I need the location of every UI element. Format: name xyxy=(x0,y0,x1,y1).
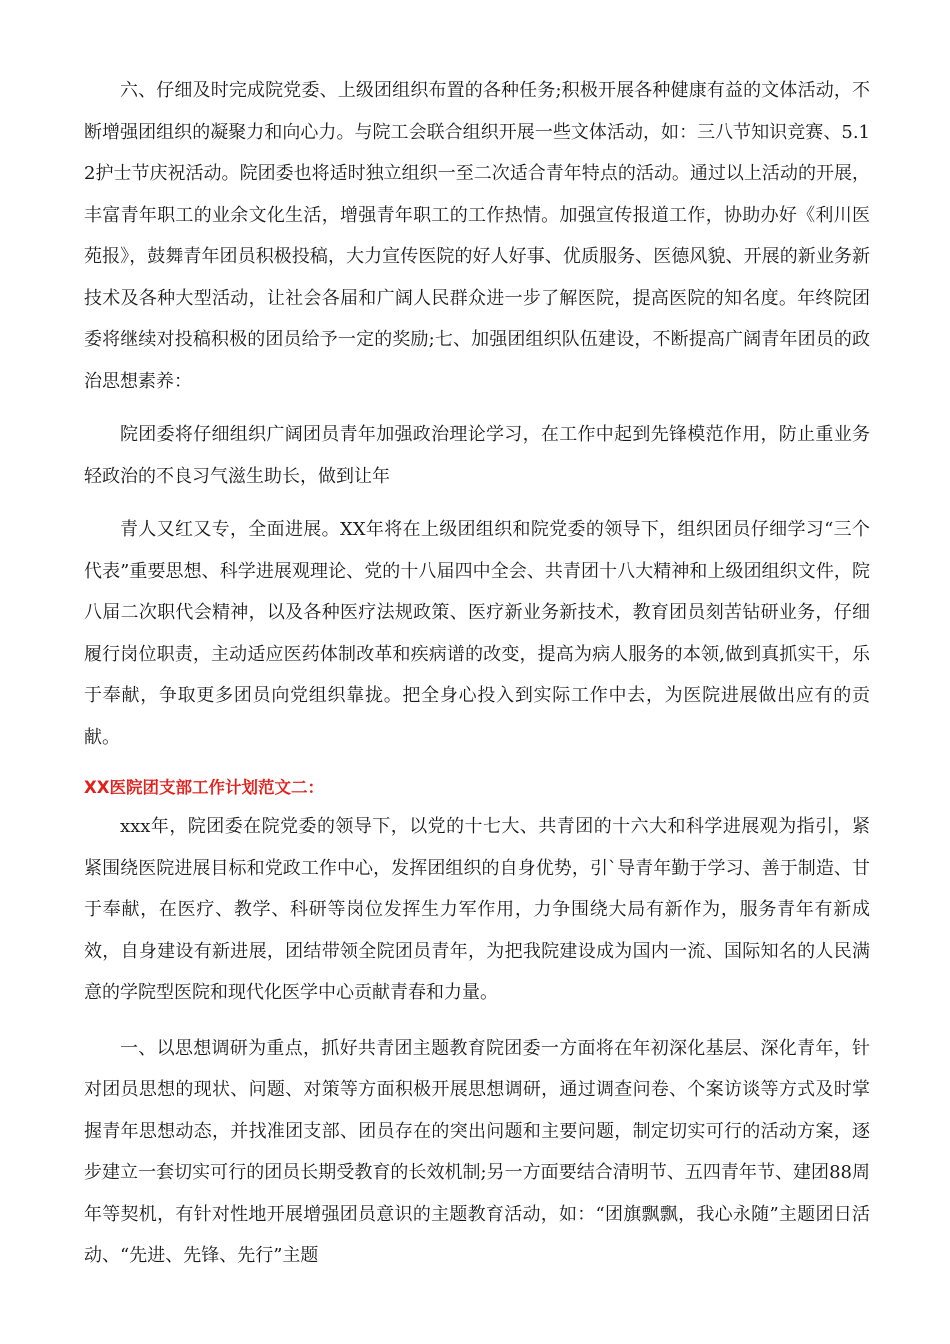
paragraph-youth-development: 青人又红又专，全面进展。XX年将在上级团组织和院党委的领导下，组织团员仔细学习“三个代表”重要思想、科学进展观理论、党的十八届四中全会、共青团十八大精神和上级团组织文件，院八届二次职代会精神，以及各种医疗法规政策、医疗新业务新技术，教育团员刻苦钻研业务，仔细履行岗位职责，主动适应医药体制改革和疾病谱的改变，提高为病人服务的本领,做到真抓实干，乐于奉献，争取更多团员向党组织靠拢。把全身心投入到实际工作中去，为医院进展做出应有的贡献。 xyxy=(84,519,870,748)
document-page xyxy=(84,70,870,1277)
paragraph-political-study: 院团委将仔细组织广阔团员青年加强政治理论学习，在工作中起到先锋模范作用，防止重业务轻政治的不良习气滋生助长，做到让年 xyxy=(84,424,870,487)
paragraph-spacer xyxy=(84,758,870,770)
section-heading: XX医院团支部工作计划范文二： xyxy=(84,778,324,797)
paragraph-annual-overview: xxx年，院团委在院党委的领导下，以党的十七大、共青团的十六大和科学进展观为指引，紧紧围绕医院进展目标和党政工作中心，发挥团组织的自身优势，引`导青年勤于学习、善于制造、甘于奉献，在医疗、教学、科研等岗位发挥生力军作用，力争围绕大局有新作为，服务青年有新成效，自身建设有新进展，团结带领全院团员青年，为把我院建设成为国内一流、国际知名的人民满意的学院型医院和现代化医学中心贡献青春和力量。 xyxy=(84,816,870,1003)
paragraph-spacer xyxy=(84,1014,870,1028)
paragraph-ideological-research: 一、以思想调研为重点，抓好共青团主题教育院团委一方面将在年初深化基层、深化青年，针对团员思想的现状、问题、对策等方面积极开展思想调研，通过调查问卷、个案访谈等方式及时掌握青年思想动态，并找准团支部、团员存在的突出问题和主要问题，制定切实可行的活动方案，逐步建立一套切实可行的团员长期受教育的长效机制;另一方面要结合清明节、五四青年节、建团88周年等契机，有针对性地开展增强团员意识的主题教育活动，如：“团旗飘飘，我心永随”主题团日活动、“先进、先锋、先行”主题 xyxy=(84,1037,870,1266)
paragraph-spacer xyxy=(84,497,870,509)
paragraph-tasks-and-activities: 六、仔细及时完成院党委、上级团组织布置的各种任务;积极开展各种健康有益的文体活动，不断增强团组织的凝聚力和向心力。与院工会联合组织开展一些文体活动，如：三八节知识竞赛、5.12护士节庆祝活动。院团委也将适时独立组织一至二次适合青年特点的活动。通过以上活动的开展，丰富青年职工的业余文化生活，增强青年职工的工作热情。加强宣传报道工作，协助办好《利川医苑报》，鼓舞青年团员积极投稿，大力宣传医院的好人好事、优质服务、医德风貌、开展的新业务新技术及各种大型活动，让社会各届和广阔人民群众进一步了解医院，提高医院的知名度。年终院团委将继续对投稿积极的团员给予一定的奖励;七、加强团组织队伍建设，不断提高广阔青年团员的政治思想素养： xyxy=(84,80,870,392)
paragraph-spacer xyxy=(84,402,870,414)
